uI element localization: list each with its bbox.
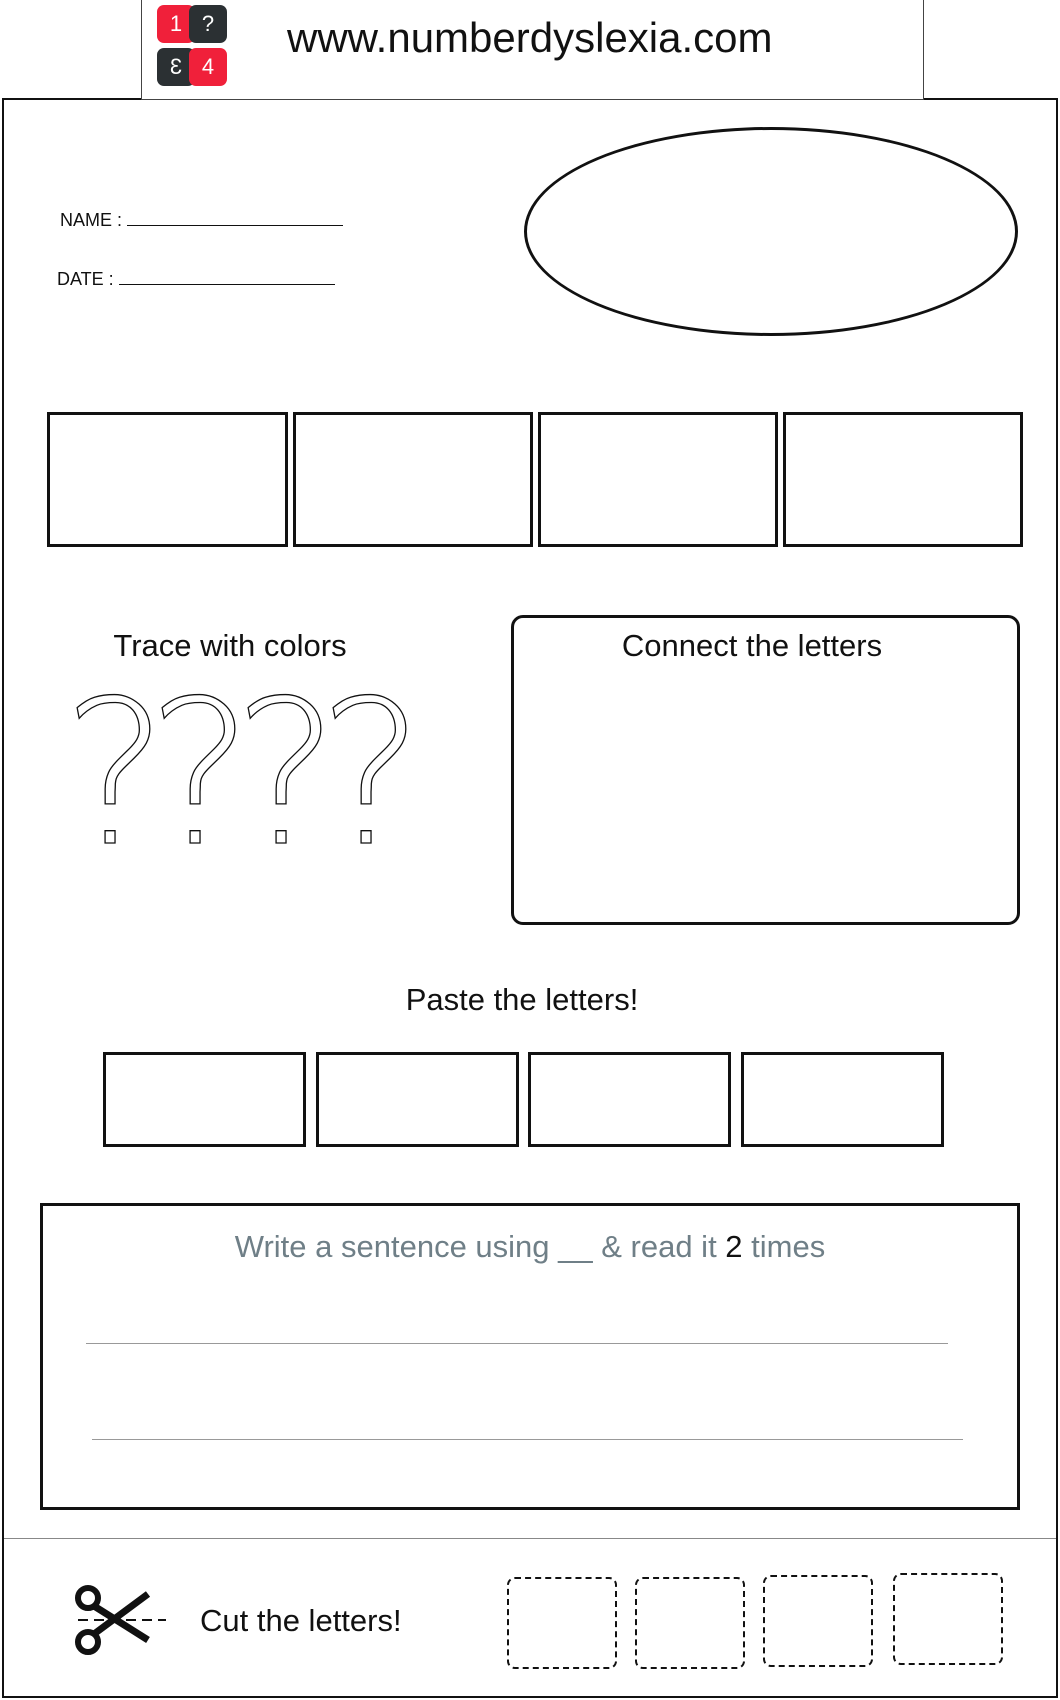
logo-tile-3: 3 [157,48,195,86]
name-label: NAME : [60,210,123,230]
cut-box-2 [635,1577,745,1669]
trace-glyph-3: ? [233,658,340,891]
paste-box-3 [528,1052,731,1147]
trace-glyph-2: ? [147,658,254,891]
header-banner [141,0,924,100]
top-box-3 [538,412,778,547]
logo-tile-2: ? [189,5,227,43]
paste-box-2 [316,1052,519,1147]
trace-glyph-4: ? [318,658,425,891]
cut-box-4 [893,1573,1003,1665]
name-field[interactable] [60,210,343,231]
write-instruction [235,1229,825,1265]
letter-oval [524,127,1018,336]
writing-line-1[interactable] [86,1343,948,1344]
connect-title: Connect the letters [621,628,883,663]
cut-box-3 [763,1575,873,1667]
cut-box-1 [507,1577,617,1669]
date-label: DATE : [57,269,114,289]
site-url: www.numberdyslexia.com [287,14,773,61]
cut-divider [4,1538,1056,1539]
trace-glyph-1: ? [62,658,169,891]
top-box-1 [47,412,288,547]
writing-line-2[interactable] [92,1439,963,1440]
top-box-2 [293,412,533,547]
paste-title: Paste the letters! [405,982,639,1017]
cut-title: Cut the letters! [200,1603,402,1638]
write-prefix: Write a sentence using __ & read it [234,1229,726,1264]
write-count: 2 [725,1229,743,1264]
scissors-icon [74,1584,166,1656]
logo-tile-1: 1 [157,5,195,43]
date-field[interactable] [57,269,335,290]
logo-tile-4: 4 [189,48,227,86]
write-suffix: times [742,1229,826,1264]
paste-box-1 [103,1052,306,1147]
paste-box-4 [741,1052,944,1147]
top-box-4 [783,412,1023,547]
trace-title: Trace with colors [113,628,347,663]
